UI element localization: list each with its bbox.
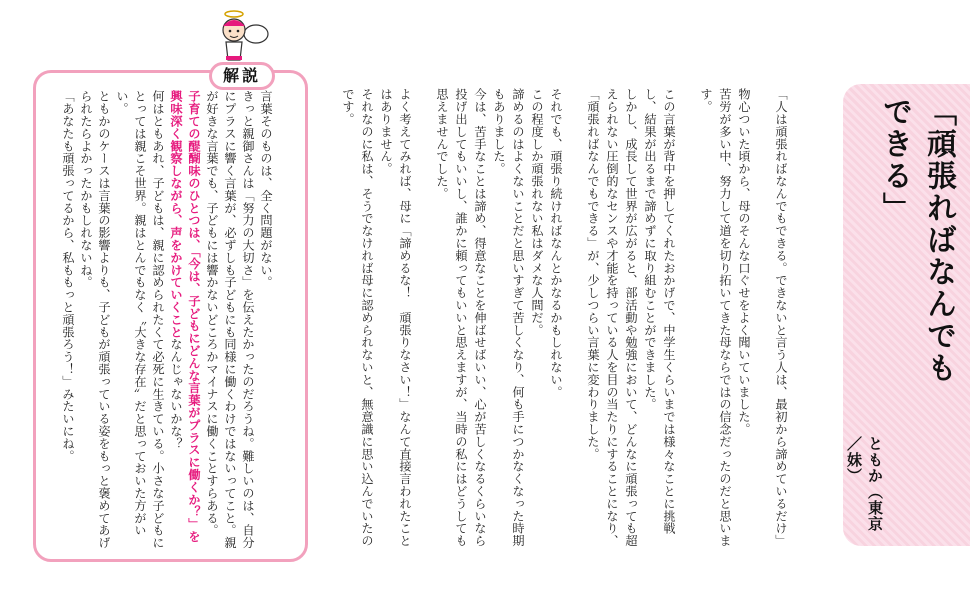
commentary-paragraph: 言葉そのものは、全く問題がない。 xyxy=(259,90,273,289)
essay-paragraph: よく考えてみれば、母に「諦めるな！ 頑張りなさい！」なんて直接言われたことはありません。 xyxy=(379,88,412,547)
commentary-label: 解説 xyxy=(209,62,275,90)
commentary-paragraph: 何はともあれ、子どもは、親に認められたくて必死に生きている。小さな子どもにとっては親こそ世界。親はとんでもなく〝大きな存在〟だと思っておいた方がいい。 xyxy=(115,90,165,549)
angel-icon xyxy=(210,8,272,66)
essay-paragraph: 今は、苦手なことは諦め、得意なことを伸ばせばいい、心が苦しくなるくらいなら投げ出してもいいし、誰かに頼ってもいいと思えますが、当時の私にはどうしても思えませんでした。 xyxy=(435,88,487,547)
essay-body xyxy=(338,88,790,558)
author-credit: ともか（東京／妹） xyxy=(845,436,884,532)
essay-paragraph: 「人は頑張ればなんでもできる。できないと言う人は、最初から諦めているだけ」 xyxy=(774,88,788,547)
commentary-paragraph: きっと親御さんは「努力の大切さ」を伝えたかったのだろうね。難しいのは、自分にプラスに響く言葉が、必ずしも子どもにも同様に働くわけではないってこと。親が好きな言葉でも、子どもには響かないどころかマイナスに働くことすらある。 xyxy=(205,90,255,549)
essay-paragraph: それでも、頑張り続ければなんとかなるかもしれない。 xyxy=(549,88,563,398)
essay-paragraph: 物心ついた頃から、母のそんな口ぐせをよく聞いていました。 xyxy=(737,88,751,436)
essay-paragraph: 諦めるのはよくないことだと思いすぎて苦しくなり、何も手につかなくなった時期もありました。 xyxy=(492,88,525,547)
commentary-paragraph: 「あなたも頑張ってるから、私ももっと頑張ろう！」みたいにね。 xyxy=(61,90,75,462)
commentary-highlight-rest: なんじゃないかな？ xyxy=(169,338,183,450)
commentary-highlight: 子育ての醍醐味のひとつは、「今は、子どもにどんな言葉がプラスに働くか？」を興味深く観察しながら、声をかけていくこと xyxy=(169,90,201,543)
essay-paragraph: この言葉が背中を押してくれたおかげで、中学生くらいまでは様々なことに挑戦し、結果が出るまで諦めずに取り組むことができました。 xyxy=(643,88,676,535)
essay-paragraph: それなのに私は、そうでなければ母に認められないと、無意識に思い込んでいたのです。 xyxy=(341,88,374,547)
page-title: 「頑張ればなんでもできる」 xyxy=(877,96,956,384)
essay-paragraph: この程度しか頑張れない私はダメな人間だ。 xyxy=(530,88,544,336)
commentary-paragraph: ともかのケースは言葉の影響よりも、子どもが頑張っている姿をもっと褒めてあげられたらよかったかもしれないね。 xyxy=(79,90,111,549)
commentary-text xyxy=(45,90,275,552)
essay-paragraph: しかし、成長して世界が広がると、部活動や勉強において、どんなに頑張っても超えられない圧倒的なセンスや才能を持っている人を目の当たりにすることになり、「頑張ればなんでもできる」が、少しつらい言葉に変わりました。 xyxy=(586,88,638,547)
essay-paragraph: 苦労が多い中、努力して道を切り拓いてきた母ならではの信念だったのだと思います。 xyxy=(699,88,732,547)
commentary-paragraph xyxy=(167,90,203,552)
